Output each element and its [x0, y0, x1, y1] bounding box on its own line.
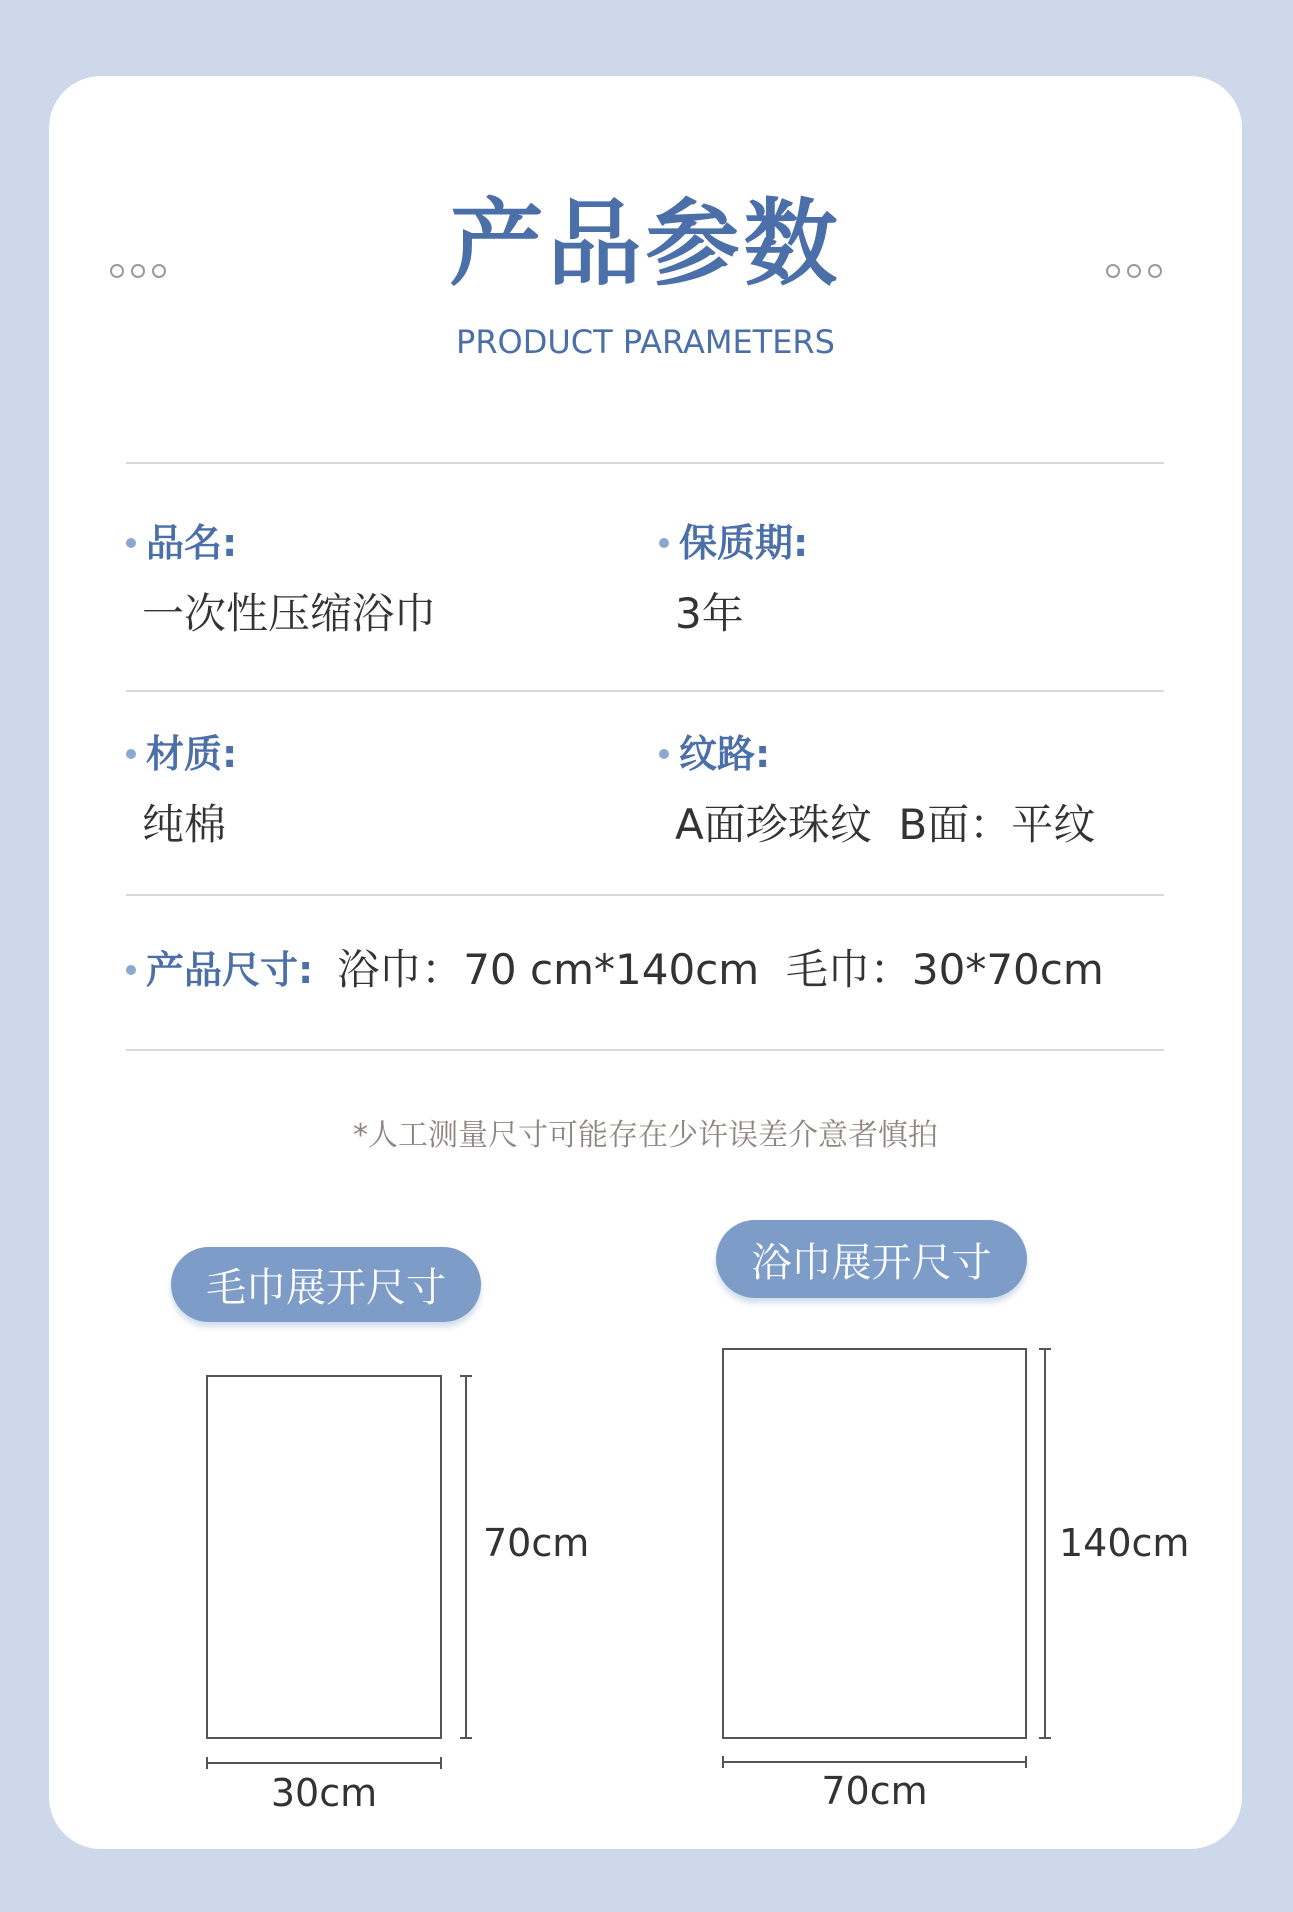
param-label-row — [126, 945, 1104, 994]
divider — [126, 462, 1164, 464]
param-label: 材质: — [146, 732, 238, 776]
bath-towel-size-badge: 浴巾展开尺寸 — [716, 1220, 1027, 1298]
towel-height-dimension-line — [460, 1375, 472, 1739]
page-title: 产品参数 — [449, 190, 842, 299]
bath-towel-width-label: 70cm — [821, 1769, 928, 1813]
parameters-card — [49, 76, 1242, 1849]
param-product-size — [126, 945, 1104, 994]
bath-towel-width-dimension-line — [722, 1756, 1027, 1768]
param-value: 3年 — [675, 589, 744, 638]
divider — [126, 690, 1164, 692]
param-product-name — [126, 522, 436, 637]
page-subtitle: PRODUCT PARAMETERS — [456, 323, 835, 361]
param-label-row — [126, 733, 237, 775]
param-label-row — [659, 733, 1095, 775]
towel-width-dimension-line — [206, 1757, 442, 1769]
bath-towel-outline — [722, 1348, 1027, 1739]
bullet-dot-icon — [659, 749, 669, 759]
param-label: 保质期: — [679, 521, 809, 565]
bullet-dot-icon — [126, 749, 136, 759]
param-value: 一次性压缩浴巾 — [142, 589, 437, 638]
param-label: 纹路: — [679, 732, 771, 776]
bullet-dot-icon — [126, 965, 136, 975]
param-value: 纯棉 — [142, 800, 227, 849]
bullet-dot-icon — [659, 538, 669, 548]
param-label: 产品尺寸: — [146, 948, 314, 992]
param-shelf-life — [659, 522, 808, 637]
divider — [126, 894, 1164, 896]
measurement-note: *人工测量尺寸可能存在少许误差介意者慎拍 — [353, 1118, 938, 1153]
divider — [126, 1049, 1164, 1051]
bath-towel-height-dimension-line — [1039, 1348, 1051, 1739]
bullet-dot-icon — [126, 538, 136, 548]
towel-width-label: 30cm — [270, 1771, 378, 1815]
param-value: 浴巾：70 cm*140cm 毛巾：30*70cm — [337, 945, 1104, 994]
param-texture — [659, 733, 1095, 848]
towel-height-label: 70cm — [483, 1521, 590, 1565]
param-label-row — [659, 522, 808, 564]
param-value: A面珍珠纹 B面：平纹 — [675, 800, 1096, 849]
param-material — [126, 733, 237, 848]
towel-size-badge: 毛巾展开尺寸 — [171, 1247, 481, 1322]
towel-outline — [206, 1375, 442, 1739]
param-label: 品名: — [146, 521, 238, 565]
param-label-row — [126, 522, 436, 564]
bath-towel-height-label: 140cm — [1059, 1521, 1190, 1565]
